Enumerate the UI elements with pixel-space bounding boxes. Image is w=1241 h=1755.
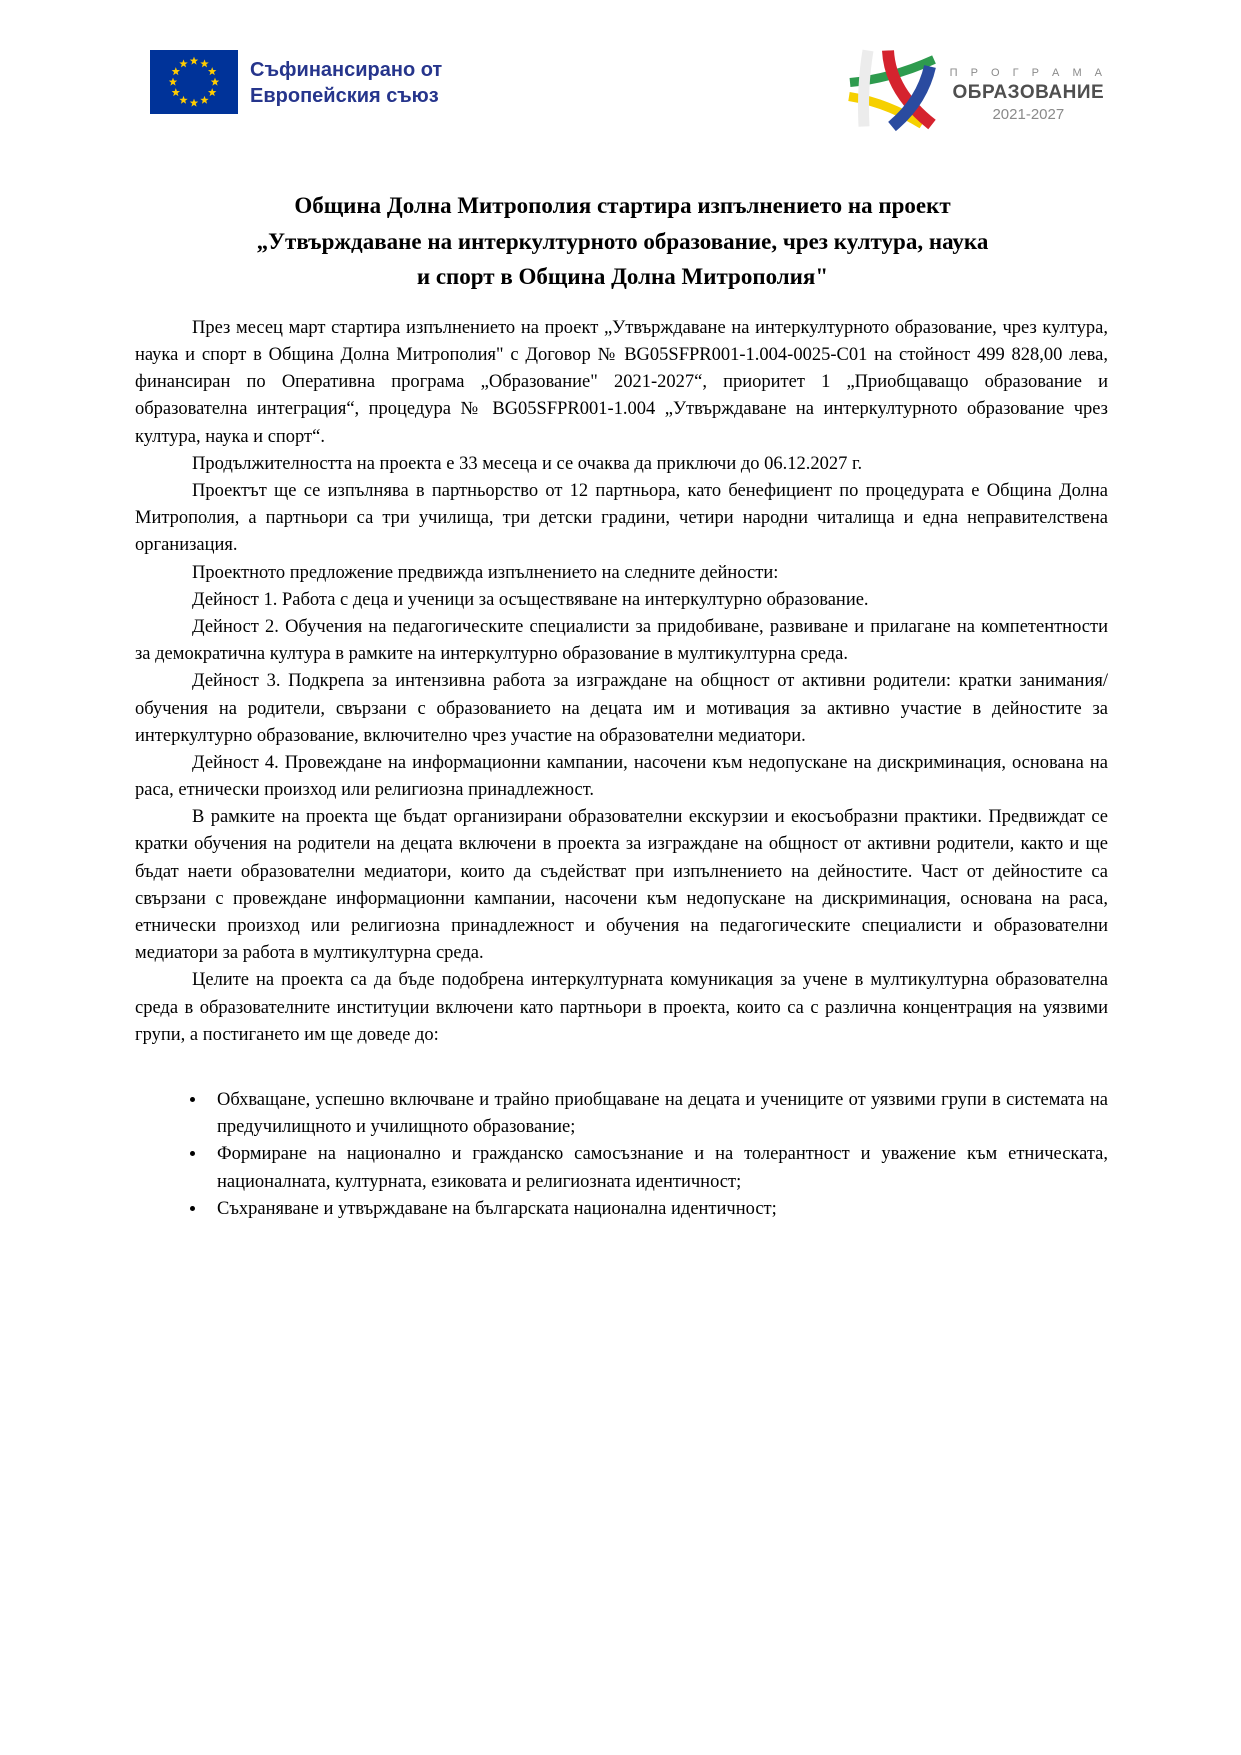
paragraph: Дейност 3. Подкрепа за интензивна работа за изграждане на общност от активни родители: кратки занимания/обучения на родители, свързани с образованието на децата им и мотивация за активно участие в дейностите за интеркултурно образование, включително чрез участие на образователни медиатори. bbox=[135, 671, 1108, 746]
eu-logo-text-line1: Съфинансирано от bbox=[250, 59, 443, 81]
paragraph: Дейност 1. Работа с деца и ученици за осъществяване на интеркултурно образование. bbox=[192, 589, 869, 610]
page-title bbox=[135, 188, 1110, 295]
paragraph: През месец март стартира изпълнението на проект „Утвърждаване на интеркултурното образование, чрез култура, наука и спорт в Община Долна Митрополия" с Договор № BG05SFPR001-1.004-0025-C01 на стойност 499 828,00 лева, финансиран по Оперативна програма „Образование" 2021-2027“, приоритет 1 „Приобщаващо образование и образователна интеграция“, процедура № BG05SFPR001-1.004 „Утвърждаване на интеркултурното образование чрез култура, наука и спорт“. bbox=[135, 317, 1108, 447]
program-logo-text bbox=[950, 65, 1107, 123]
paragraph: Дейност 4. Провеждане на информационни кампании, насочени към недопускане на дискриминация, основана на раса, етнически произход или религиозна принадлежност. bbox=[135, 752, 1108, 801]
program-education-logo bbox=[842, 44, 1107, 144]
paragraph: Проектното предложение предвижда изпълнението на следните дейности: bbox=[192, 562, 779, 583]
eu-logo-text-line2: Европейския съюз bbox=[250, 85, 439, 107]
list-item: • Формиране на национално и гражданско самосъзнание и на толерантност и уважение към етническата, националната, културната, езиковата и религиозната идентичност; bbox=[207, 1141, 1108, 1195]
program-logo-label: П Р О Г Р А М А bbox=[949, 67, 1107, 79]
eu-logo-text bbox=[250, 50, 442, 109]
page-title-line1: Община Долна Митрополия стартира изпълнението на проект bbox=[294, 193, 951, 218]
document-body bbox=[135, 315, 1108, 1223]
paragraph: Целите на проекта са да бъде подобрена интеркултурната комуникация за учене в мултикултурна образователна среда в образователните институции включени като партньори в проекта, които са с различна концентрация на уязвими групи, а постигането им ще доведе до: bbox=[135, 970, 1108, 1045]
program-logo-name: ОБРАЗОВАНИЕ bbox=[952, 82, 1105, 103]
eu-cofunded-logo bbox=[150, 50, 442, 114]
paragraph: В рамките на проекта ще бъдат организирани образователни екскурзии и екосъобразни практики. Предвиждат се кратки обучения на родители на децата включени в проекта за изграждане на общност от активни родители, както и ще бъдат наети образователни медиатори, които да съдействат при изпълнението на дейностите. Част от дейностите са свързани с провеждане информационни кампании, насочени към недопускане на дискриминация, основана на раса, етнически произход или религиозна принадлежност и обучения на педагогическите специалисти и образователни медиатори за работа в мултикултурна среда. bbox=[135, 807, 1108, 964]
paragraph: Продължителността на проекта е 33 месеца и се очаква да приключи до 06.12.2027 г. bbox=[192, 453, 863, 474]
list-item: • Съхраняване и утвърждаване на българската национална идентичност; bbox=[207, 1196, 1108, 1223]
page-title-line2: „Утвърждаване на интеркултурното образование, чрез култура, наука bbox=[256, 228, 989, 254]
program-education-icon bbox=[842, 44, 942, 144]
list-item: • Обхващане, успешно включване и трайно приобщаване на децата и учениците от уязвими групи в системата на предучилищното и училищното образование; bbox=[207, 1087, 1108, 1141]
goals-list bbox=[135, 1087, 1108, 1223]
page-title-line3: и спорт в Община Долна Митрополия" bbox=[416, 264, 829, 290]
page-header bbox=[0, 0, 1241, 150]
eu-flag-icon bbox=[150, 50, 238, 114]
program-logo-years: 2021-2027 bbox=[992, 106, 1065, 123]
paragraph: Дейност 2. Обучения на педагогическите специалисти за придобиване, развиване и прилагане на компетентности за демократична култура в рамките на интеркултурно образование в мултикултурна среда. bbox=[135, 616, 1108, 665]
paragraph: Проектът ще се изпълнява в партньорство от 12 партньора, като бенефициент по процедурата е Община Долна Митрополия, а партньори са три училища, три детски градини, четири народни читалища и една неправителствена организация. bbox=[135, 481, 1108, 556]
